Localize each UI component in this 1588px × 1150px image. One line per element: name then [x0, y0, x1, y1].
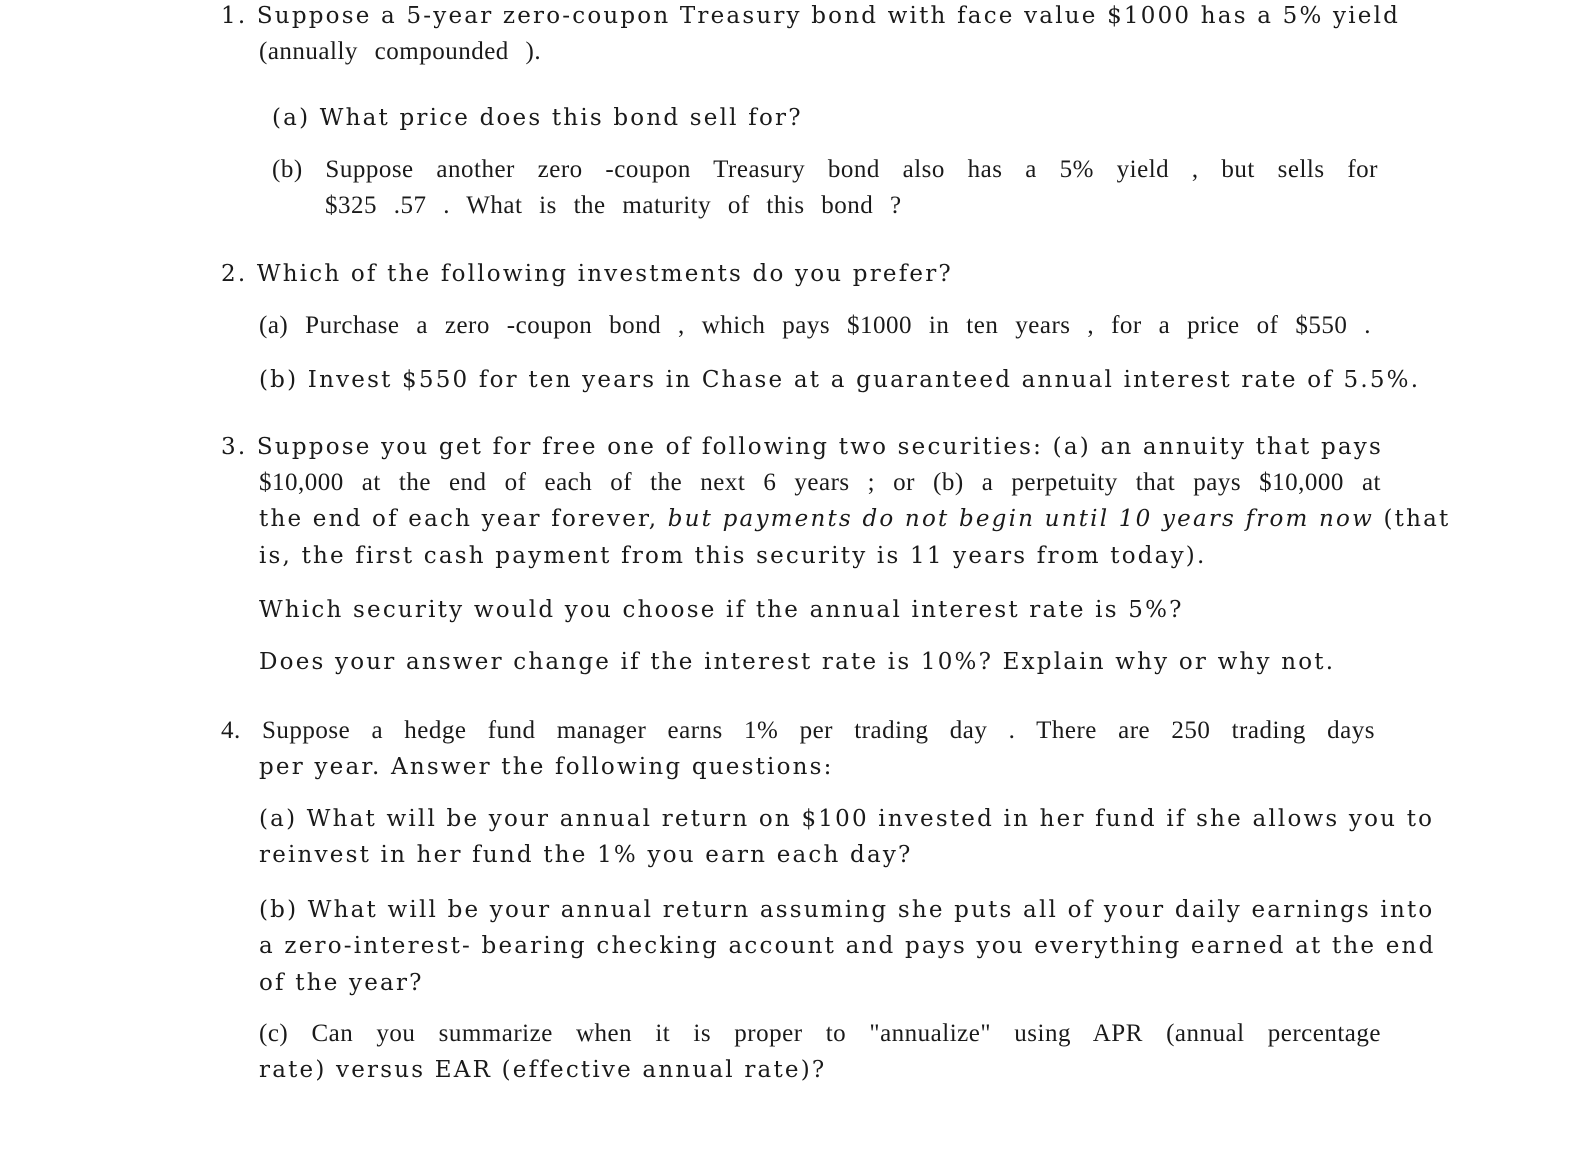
q3-line1: 3. Suppose you get for free one of following two securities: (a) an annuity that pays [221, 434, 1383, 460]
q2-part-a: (a) Purchase a zero -coupon bond , which pays $1000 in ten years , for a price of $550 . [259, 312, 1371, 339]
q3-line3-post: (that [1374, 506, 1451, 532]
q1-part-b-line2: $325 .57 . What is the maturity of this bond ? [325, 192, 902, 219]
q4-line1: 4. Suppose a hedge fund manager earns 1% per trading day . There are 250 trading days [221, 717, 1375, 744]
q1-line1: 1. Suppose a 5-year zero-coupon Treasury bond with face value $1000 has a 5% yield [221, 3, 1401, 29]
q2-part-b: (b) Invest $550 for ten years in Chase at a guaranteed annual interest rate of 5.5%. [259, 367, 1421, 393]
q4-part-c-line2: rate) versus EAR (effective annual rate)? [259, 1057, 827, 1083]
q4-part-b-line1: (b) What will be your annual return assuming she puts all of your daily earnings into [259, 897, 1435, 923]
q4-part-b-line2: a zero-interest- bearing checking account and pays you everything earned at the end [259, 933, 1436, 959]
q1-part-a: (a) What price does this bond sell for? [272, 105, 803, 131]
q3-line4: is, the first cash payment from this security is 11 years from today). [259, 543, 1207, 569]
q2-title: 2. Which of the following investments do you prefer? [221, 261, 953, 287]
q1-line2: (annually compounded ). [259, 38, 542, 65]
q3-line2: $10,000 at the end of each of the next 6 years ; or (b) a perpetuity that pays $10,000 at [259, 469, 1381, 496]
q3-question-b: Does your answer change if the interest rate is 10%? Explain why or why not. [259, 649, 1336, 675]
q4-line2: per year. Answer the following questions: [259, 754, 834, 780]
q3-line3-pre: the end of each year forever, [259, 506, 668, 532]
q4-part-a-line1: (a) What will be your annual return on $100 invested in her fund if she allows you to [259, 806, 1435, 832]
q4-part-a-line2: reinvest in her fund the 1% you earn each day? [259, 842, 913, 868]
q4-part-b-line3: of the year? [259, 970, 424, 996]
q1-part-b-line1: (b) Suppose another zero -coupon Treasury bond also has a 5% yield , but sells for [272, 156, 1378, 183]
q4-part-c-line1: (c) Can you summarize when it is proper to "annualize" using APR (annual percentage [259, 1020, 1381, 1047]
q3-line3 [259, 504, 1451, 534]
q3-line3-emphasis: but payments do not begin until 10 years from now [667, 506, 1374, 532]
q3-question-a: Which security would you choose if the annual interest rate is 5%? [259, 597, 1184, 623]
